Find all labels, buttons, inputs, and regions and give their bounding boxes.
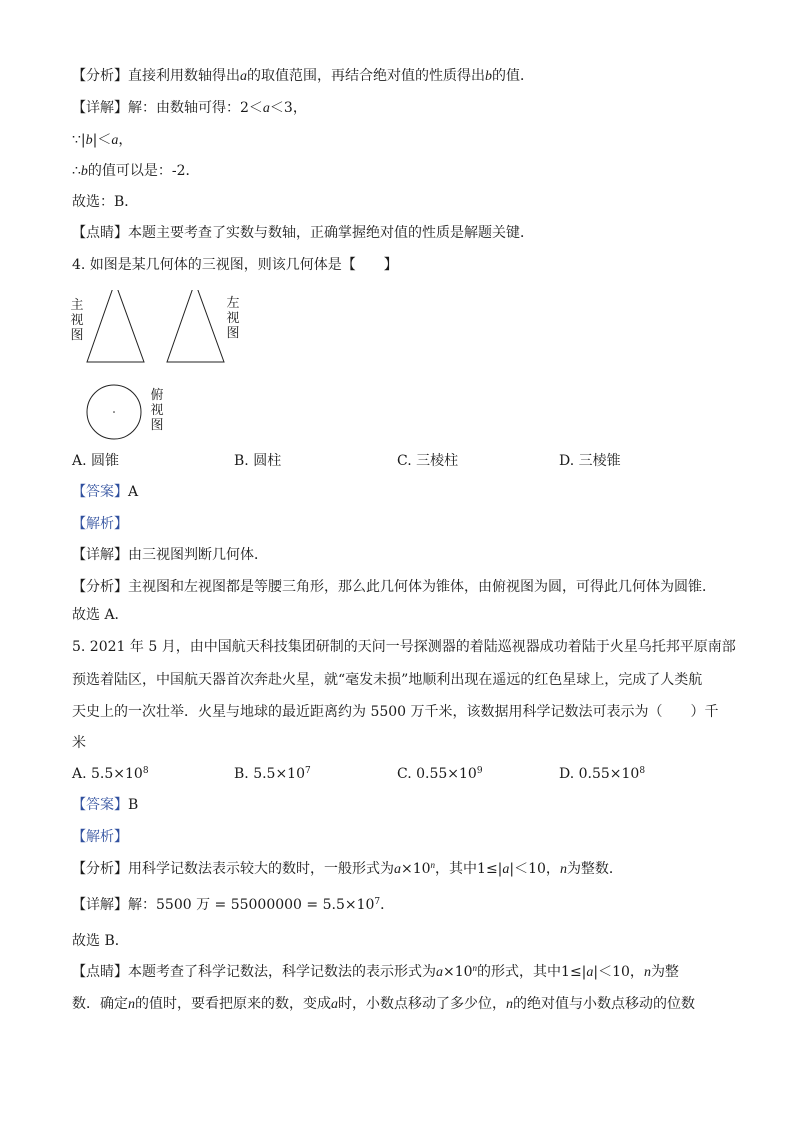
- q4-detail-line: [72, 545, 268, 565]
- option-b: [234, 764, 311, 784]
- exponent: 8: [639, 766, 646, 776]
- front-view-label: [70, 298, 84, 343]
- punctuation: ．: [380, 897, 395, 913]
- therefore-symbol: ∴: [72, 163, 81, 179]
- q5-options: [72, 764, 732, 784]
- variable-n: n: [128, 997, 135, 1012]
- side-view-label: [226, 296, 240, 341]
- exponent: 9: [476, 766, 483, 776]
- comment-text: 为整: [650, 964, 679, 980]
- variable-a: a: [240, 69, 247, 84]
- comment-text: 的值时，要看把原来的数，变成: [135, 996, 331, 1012]
- variable-a: a: [111, 133, 119, 148]
- option-text: B. 5.5×10: [234, 766, 305, 782]
- detail-tag: 【详解】: [72, 897, 128, 913]
- q3-choice-line: 故选：B．: [72, 194, 139, 210]
- variable-a: a: [331, 997, 338, 1012]
- top-view-center-dot: [113, 411, 115, 413]
- comment-text: 数．确定: [72, 996, 128, 1012]
- times-ten: ×10: [401, 861, 431, 877]
- q4-analysis-line: [72, 577, 716, 597]
- label-char: 视: [70, 313, 84, 328]
- exponent: 7: [305, 766, 311, 776]
- label-char: 图: [70, 328, 84, 343]
- label-char: 视: [150, 403, 164, 418]
- analysis-tag: 【分析】: [72, 861, 128, 877]
- q4-question: 4. 如图是某几何体的三视图，则该几何体是【 】: [72, 257, 398, 273]
- comment-tag: 【点睛】: [72, 225, 128, 241]
- analysis-tag: 【分析】: [72, 579, 128, 595]
- therefore-text: 的值可以是：-2．: [87, 163, 200, 179]
- option-a: A. 圆锥: [72, 453, 120, 469]
- answer-value: A: [128, 484, 139, 500]
- variable-b: b: [80, 164, 88, 179]
- option-text: A. 5.5×10: [72, 766, 143, 782]
- exponent-n: n: [430, 860, 436, 870]
- analysis-text: 为整数．: [566, 861, 623, 877]
- detail-text: ＜3，: [269, 100, 307, 116]
- detail-text: 解：由数轴可得：2＜: [128, 100, 263, 116]
- label-char: 视: [226, 311, 240, 326]
- q5-comment-line-2: [72, 994, 695, 1015]
- q5-comment-line-1: [72, 962, 679, 983]
- q5-answer-line: [72, 795, 138, 815]
- analysis-text: |＜10，: [509, 861, 560, 877]
- detail-text: 解：5500 万 = 55000000 = 5.5×10: [128, 897, 375, 913]
- q3-therefore-line: [72, 161, 200, 182]
- variable-n: n: [506, 997, 513, 1012]
- q4-answer-line: [72, 482, 138, 502]
- analysis-text: 用科学记数法表示较大的数时，一般形式为: [128, 861, 394, 877]
- variable-a: a: [262, 101, 270, 116]
- label-char: 左: [226, 296, 240, 311]
- q3-detail-line: [72, 98, 307, 119]
- analysis-text: 的值．: [492, 68, 534, 84]
- comment-text: 时，小数点移动了多少位，: [338, 996, 506, 1012]
- because-symbol: ∵|: [72, 132, 86, 148]
- three-view-drawing: [60, 290, 320, 450]
- analysis-text: 直接利用数轴得出: [128, 68, 240, 84]
- comment-text: 的形式，其中1≤|: [477, 964, 587, 980]
- option-b: B. 圆柱: [234, 453, 282, 469]
- option-c: [397, 764, 483, 784]
- exponent: 8: [142, 766, 149, 776]
- answer-tag: 【答案】: [72, 484, 128, 500]
- option-text: D. 0.55×10: [559, 766, 640, 782]
- analysis-text: 主视图和左视图都是等腰三角形，那么此几何体为锥体，由俯视图为圆，可得此几何体为圆锥．: [128, 579, 716, 595]
- option-text: C. 0.55×10: [397, 766, 477, 782]
- exponent-n: n: [472, 963, 478, 973]
- side-view-triangle: [167, 290, 224, 362]
- variable-a: a: [586, 965, 594, 980]
- variable-a: a: [394, 862, 401, 877]
- label-char: 俯: [150, 388, 164, 403]
- q3-because-line: [72, 130, 132, 151]
- analysis-tag: 【分析】: [72, 68, 128, 84]
- q5-question-line-4: 米: [72, 735, 86, 751]
- answer-tag: 【答案】: [72, 797, 128, 813]
- variable-n: n: [643, 965, 651, 980]
- variable-b: b: [485, 69, 492, 84]
- variable-a: a: [502, 862, 510, 877]
- front-view-triangle: [87, 290, 144, 362]
- q3-analysis-line: [72, 66, 534, 87]
- comment-tag: 【点睛】: [72, 964, 128, 980]
- option-d: D. 三棱锥: [559, 453, 621, 469]
- label-char: 图: [150, 418, 164, 433]
- label-char: 主: [70, 298, 84, 313]
- variable-n: n: [559, 862, 567, 877]
- q4-choice-line: 故选 A．: [72, 607, 129, 623]
- variable-b: b: [85, 133, 93, 148]
- top-view-label: [150, 388, 164, 433]
- q5-question-line-2: 预选着陆区，中国航天器首次奔赴火星，就“毫发未损”地顺利出现在遥远的红色星球上，完成了人类航: [72, 672, 703, 688]
- analysis-text: ，其中1≤|: [435, 861, 503, 877]
- analysis-text: 的取值范围，再结合绝对值的性质得出: [247, 68, 485, 84]
- detail-text: 由三视图判断几何体．: [128, 547, 268, 563]
- q3-comment-line: [72, 223, 534, 243]
- option-a: [72, 764, 149, 784]
- detail-tag: 【详解】: [72, 100, 128, 116]
- q5-question-line-3: 天史上的一次壮举．火星与地球的最近距离约为 5500 万千米，该数据用科学记数法可表示为（ ）千: [72, 704, 719, 720]
- q4-solution-heading: 【解析】: [72, 516, 128, 532]
- q4-options: [72, 451, 732, 471]
- answer-value: B: [128, 797, 139, 813]
- option-d: [559, 764, 645, 784]
- q5-question-line-1: 5. 2021 年 5 月，由中国航天科技集团研制的天问一号探测器的着陆巡视器成功着陆于火星乌托邦平原南部: [72, 639, 736, 655]
- inequality: |＜: [92, 132, 112, 148]
- comment-text: 的绝对值与小数点移动的位数: [513, 996, 695, 1012]
- comment-text: 本题考查了科学记数法，科学记数法的表示形式为: [128, 964, 436, 980]
- punctuation: ，: [118, 132, 133, 148]
- exponent: 7: [374, 897, 381, 907]
- q5-choice-line: 故选 B．: [72, 933, 129, 949]
- q5-solution-heading: 【解析】: [72, 829, 128, 845]
- option-c: C. 三棱柱: [397, 453, 459, 469]
- three-view-figure: [60, 290, 320, 450]
- variable-a: a: [436, 965, 443, 980]
- comment-text: |＜10，: [593, 964, 644, 980]
- detail-tag: 【详解】: [72, 547, 128, 563]
- label-char: 图: [226, 326, 240, 341]
- times-ten: ×10: [443, 964, 473, 980]
- comment-text: 本题主要考查了实数与数轴，正确掌握绝对值的性质是解题关键．: [128, 225, 534, 241]
- q5-detail-line: [72, 895, 394, 915]
- q5-analysis-line: [72, 859, 623, 880]
